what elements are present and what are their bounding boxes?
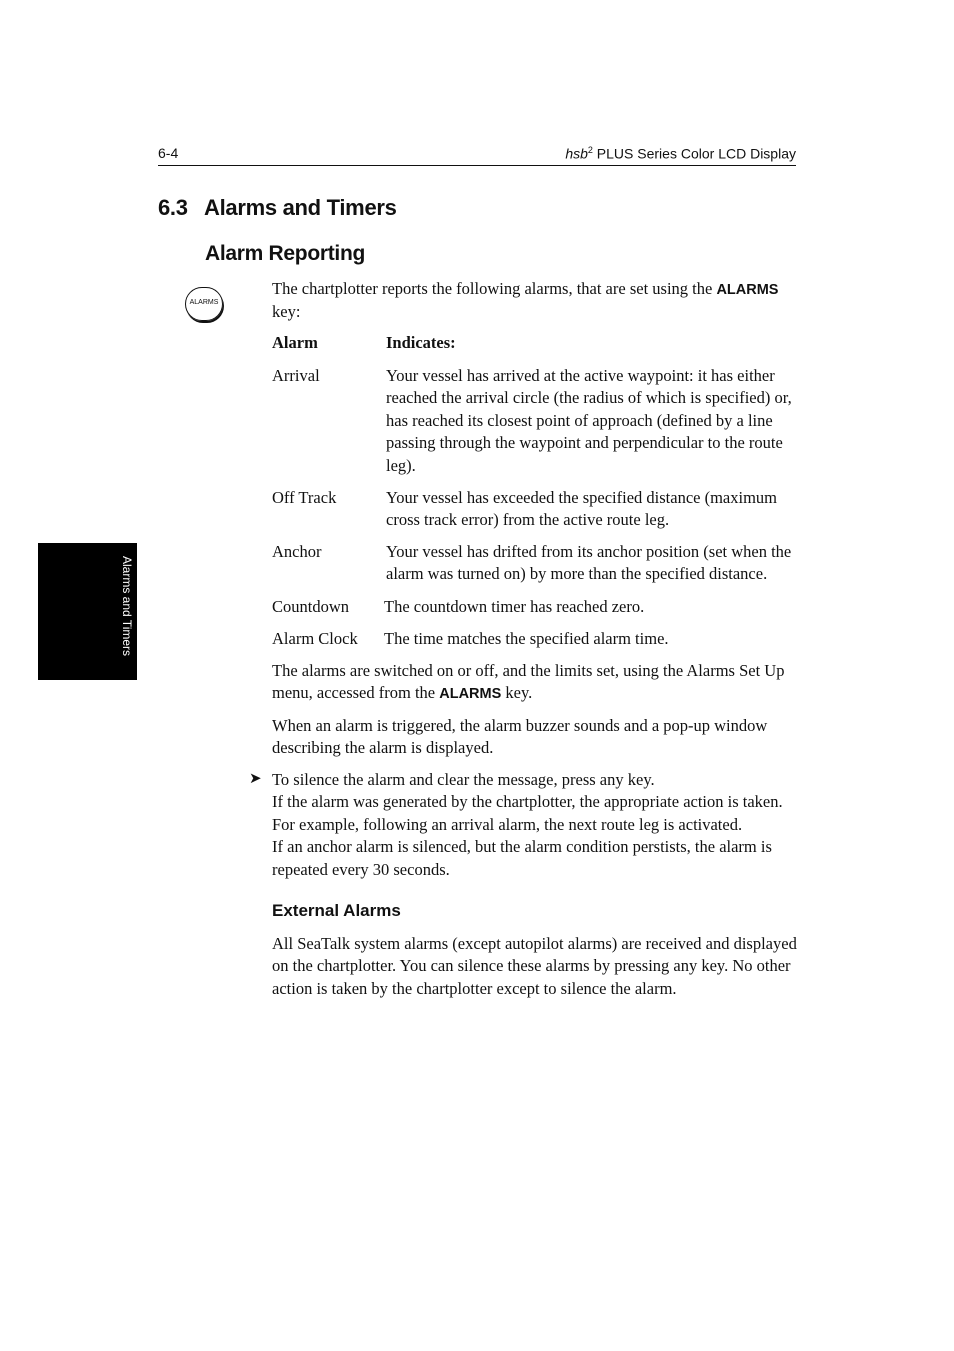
- step-arrow-icon: ➤: [249, 771, 262, 787]
- intro-paragraph: [272, 278, 797, 324]
- manual-title-rest: PLUS Series Color LCD Display: [592, 145, 796, 162]
- running-header: [158, 143, 796, 166]
- table-header-indicates: Indicates:: [386, 333, 456, 352]
- intro-key: ALARMS: [716, 282, 779, 298]
- external-alarms-paragraph: All SeaTalk system alarms (except autopilot alarms) are received and displayed on the chartplotter. You can silence these alarms by pressing any key. No other action is taken by the chartplotter except to silence the alarm.: [272, 934, 797, 998]
- page-number: 6-4: [158, 145, 179, 161]
- table-header-alarm: Alarm: [272, 333, 318, 352]
- step-block: [272, 769, 797, 881]
- alarm-desc-arrival: Your vessel has arrived at the active waypoint: it has either reached the arrival circle (the radius of which is specified) or, has reached its closest point of approach (defined by a line passing through the waypoint and perpendicular to the route leg).: [386, 366, 792, 475]
- side-tab-label: Alarms and Timers: [120, 556, 134, 657]
- manual-title-italic: hsb: [565, 145, 588, 162]
- alarm-term-anchor: Anchor: [272, 542, 322, 561]
- chapter-side-tab: [38, 543, 137, 680]
- external-alarms-heading: External Alarms: [272, 901, 401, 920]
- alarm-desc-alarm-clock: The time matches the specified alarm time.: [384, 629, 669, 648]
- intro-text-end: key:: [272, 302, 301, 322]
- step-line-1: To silence the alarm and clear the message, press any key.: [272, 770, 655, 789]
- alarm-term-alarm-clock: Alarm Clock: [272, 629, 358, 648]
- setup-text: The alarms are switched on or off, and the limits set, using the Alarms Set Up menu, accessed from the: [272, 661, 785, 703]
- section-title: Alarms and Timers: [204, 195, 397, 220]
- manual-title-sup: 2: [587, 145, 593, 155]
- setup-text-end: key.: [501, 683, 533, 703]
- alarms-key-label: ALARMS: [189, 299, 219, 306]
- step-line-3: For example, following an arrival alarm, the next route leg is activated.: [272, 814, 743, 834]
- alarm-desc-anchor: Your vessel has drifted from its anchor position (set when the alarm was turned on) by more than the specified distance.: [386, 542, 792, 584]
- alarm-desc-off-track: Your vessel has exceeded the specified distance (maximum cross track error) from the active route leg.: [386, 488, 777, 530]
- alarm-term-arrival: Arrival: [272, 366, 320, 385]
- manual-title: [565, 145, 796, 162]
- setup-key: ALARMS: [439, 686, 502, 703]
- intro-text: The chartplotter reports the following alarms, that are set using the: [272, 279, 717, 298]
- alarm-desc-countdown: The countdown timer has reached zero.: [384, 597, 645, 616]
- alarm-term-off-track: Off Track: [272, 488, 337, 507]
- alarms-key-icon: [185, 287, 223, 321]
- step-line-2: If the alarm was generated by the chartplotter, the appropriate action is taken.: [272, 792, 783, 812]
- step-line-4: If an anchor alarm is silenced, but the alarm condition perstists, the alarm is repeated every 30 seconds.: [272, 837, 772, 879]
- triggered-paragraph: When an alarm is triggered, the alarm buzzer sounds and a pop-up window describing the alarm is displayed.: [272, 716, 768, 758]
- section-number: 6.3: [158, 195, 188, 220]
- setup-paragraph: [272, 660, 797, 706]
- alarm-term-countdown: Countdown: [272, 597, 350, 616]
- subsection-heading: Alarm Reporting: [205, 242, 366, 265]
- section-heading: [158, 195, 397, 221]
